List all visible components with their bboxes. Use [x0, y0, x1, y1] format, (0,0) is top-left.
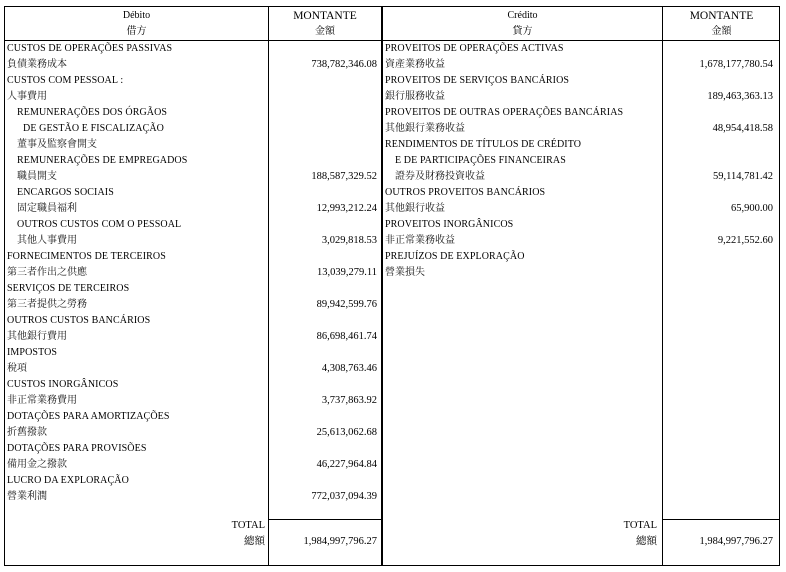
credit-row-label: PROVEITOS INORGÂNICOS [385, 219, 514, 230]
credit-row-label: PROVEITOS DE OPERAÇÕES ACTIVAS [385, 43, 564, 54]
credit-row-label-zh: 其他銀行業務收益 [385, 123, 465, 134]
debit-amount-header [269, 8, 381, 40]
debit-row-label: REMUNERAÇÕES DE EMPREGADOS [17, 155, 188, 166]
debit-row-label-zh: 第三者提供之勞務 [7, 299, 87, 310]
debit-row-amount: 3,029,818.53 [321, 235, 377, 246]
debit-row-amount: 772,037,094.39 [311, 491, 377, 502]
debit-row-label-zh: 其他人事費用 [17, 235, 77, 246]
credit-row-label: PROVEITOS DE OUTRAS OPERAÇÕES BANCÁRIAS [385, 107, 624, 118]
debit-row-label: OUTROS CUSTOS BANCÁRIOS [7, 315, 151, 326]
debit-row-label: DOTAÇÕES PARA PROVISÕES [7, 443, 147, 454]
debit-row-label: ENCARGOS SOCIAIS [17, 187, 114, 198]
debit-row-amount: 25,613,062.68 [316, 427, 377, 438]
debit-row-label-zh: 其他銀行費用 [7, 331, 67, 342]
debit-header-pt: Débito [122, 10, 151, 21]
debit-row-amount: 4,308,763.46 [321, 363, 377, 374]
credit-row-label: PROVEITOS DE SERVIÇOS BANCÁRIOS [385, 75, 570, 86]
debit-row-label-zh: 非正常業務費用 [7, 395, 77, 406]
debit-row-label: IMPOSTOS [7, 347, 58, 358]
credit-row-amount: 9,221,552.60 [717, 235, 773, 246]
credit-row-label: RENDIMENTOS DE TÍTULOS DE CRÉDITO [385, 139, 582, 150]
debit-row-label-zh: 負債業務成本 [7, 59, 67, 70]
debit-row-label-zh: 人事費用 [7, 91, 47, 102]
debit-row-label: CUSTOS INORGÂNICOS [7, 379, 119, 390]
credit-row-label-zh: 營業損失 [385, 267, 425, 278]
debit-row-label: CUSTOS COM PESSOAL : [7, 75, 124, 86]
debit-row-amount: 13,039,279.11 [317, 267, 377, 278]
debit-total-value: 1,984,997,796.27 [303, 536, 377, 547]
debit-row-label-zh: 折舊撥款 [7, 427, 47, 438]
credit-row-amount: 189,463,363.13 [707, 91, 773, 102]
debit-row-label-zh: 第三者作出之供應 [7, 267, 87, 278]
debit-total-rule [268, 519, 381, 520]
credit-row-label-zh: 證券及財務投資收益 [395, 171, 485, 182]
credit-row-label-zh: 銀行服務收益 [385, 91, 445, 102]
debit-row-amount: 46,227,964.84 [316, 459, 377, 470]
debit-row-label: LUCRO DA EXPLORAÇÃO [7, 475, 129, 486]
debit-row-label-zh: 備用金之撥款 [7, 459, 67, 470]
divider-debit-amount [268, 7, 269, 565]
debit-row-label: CUSTOS DE OPERAÇÕES PASSIVAS [7, 43, 173, 54]
debit-row-amount: 3,737,863.92 [321, 395, 377, 406]
credit-total-label-zh: 總額 [636, 536, 657, 547]
debit-row-label-zh: 營業利潤 [7, 491, 47, 502]
debit-row-label: DE GESTÃO E FISCALIZAÇÃO [23, 123, 165, 134]
debit-row-label-zh: 董事及監察會開支 [17, 139, 97, 150]
credit-amount-header-zh: 金額 [711, 26, 732, 37]
credit-row-amount: 48,954,418.58 [712, 123, 773, 134]
debit-row-label-zh: 固定職員福利 [17, 203, 77, 214]
credit-row-label: OUTROS PROVEITOS BANCÁRIOS [385, 187, 546, 198]
credit-row-amount: 1,678,177,780.54 [699, 59, 773, 70]
credit-row-label-zh: 非正常業務收益 [385, 235, 455, 246]
credit-header-pt: Crédito [507, 10, 538, 21]
credit-total-rule [662, 519, 780, 520]
credit-row-amount: 65,900.00 [731, 203, 773, 214]
debit-row-label: FORNECIMENTOS DE TERCEIROS [7, 251, 166, 262]
credit-row-amount: 59,114,781.42 [713, 171, 773, 182]
credit-total-value: 1,984,997,796.27 [699, 536, 773, 547]
debit-row-label: DOTAÇÕES PARA AMORTIZAÇÕES [7, 411, 170, 422]
debit-header [5, 8, 268, 40]
debit-row-label-zh: 職員開支 [17, 171, 57, 182]
debit-row-amount: 738,782,346.08 [311, 59, 377, 70]
debit-row-amount: 89,942,599.76 [316, 299, 377, 310]
credit-row-label: E DE PARTICIPAÇÕES FINANCEIRAS [395, 155, 566, 166]
credit-amount-header [663, 8, 780, 40]
debit-amount-header-zh: 金額 [315, 26, 335, 37]
credit-amount-header-pt: MONTANTE [689, 10, 754, 22]
credit-header-zh: 貸方 [512, 26, 533, 37]
profit-and-loss-table [4, 6, 780, 566]
debit-row-amount: 188,587,329.52 [311, 171, 377, 182]
debit-row-amount: 12,993,212.24 [316, 203, 377, 214]
debit-header-zh: 借方 [126, 26, 147, 37]
divider-credit-amount [662, 7, 663, 565]
credit-row-label-zh: 其他銀行收益 [385, 203, 445, 214]
debit-total-label-zh: 總額 [244, 536, 265, 547]
credit-row-label: PREJUÍZOS DE EXPLORAÇÃO [385, 251, 525, 262]
debit-row-label: REMUNERAÇÕES DOS ÓRGÃOS [17, 107, 168, 118]
debit-row-amount: 86,698,461.74 [316, 331, 377, 342]
debit-amount-header-pt: MONTANTE [293, 10, 357, 22]
debit-row-label: OUTROS CUSTOS COM O PESSOAL [17, 219, 182, 230]
debit-row-label-zh: 稅項 [7, 363, 27, 374]
debit-total-label-pt: TOTAL [231, 520, 265, 531]
credit-total-label-pt: TOTAL [623, 520, 657, 531]
credit-row-label-zh: 資產業務收益 [385, 59, 445, 70]
credit-header [383, 8, 662, 40]
debit-row-label: SERVIÇOS DE TERCEIROS [7, 283, 130, 294]
